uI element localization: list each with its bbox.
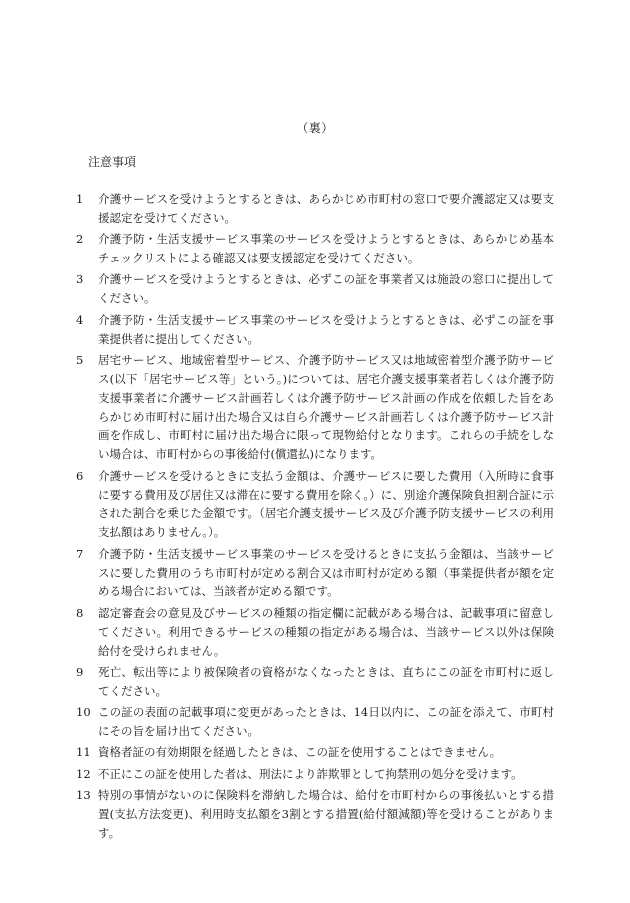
note-item <box>74 765 554 784</box>
note-item <box>74 604 554 661</box>
note-text: 資格者証の有効期限を経過したときは、この証を使用することはできません。 <box>98 745 502 760</box>
note-item <box>74 703 554 741</box>
note-number: 13 <box>76 787 91 802</box>
note-text: 介護サービスを受けようとするときは、必ずこの証を事業者又は施設の窓口に提出してください。 <box>98 272 554 306</box>
note-item <box>74 230 554 268</box>
note-number: 8 <box>76 605 84 620</box>
note-item <box>74 663 554 701</box>
page-heading: （裏） <box>296 121 334 135</box>
note-item <box>74 743 554 762</box>
note-text: この証の表面の記載事項に変更があったときは、14日以内に、この証を添えて、市町村にその旨を届け出てください。 <box>98 705 554 738</box>
note-number: 11 <box>76 745 91 760</box>
note-text: 介護サービスを受けるときに支払う金額は、介護サービスに要した費用（入所時に食事に要する費用及び居住又は滞在に要する費用を除く。）に、別途介護保険負担割合証に示された割合を乗じた金額です。（居宅介護支援サービス及び介護予防支援サービスの利用支払額はありません。）。 <box>98 468 554 540</box>
note-text: 介護予防・生活支援サービス事業のサービスを受けようとするときは、必ずこの証を事業提供者に提出してください。 <box>98 312 554 346</box>
note-text: 認定審査会の意見及びサービスの種類の指定欄に記載がある場合は、記載事項に留意してください。利用できるサービスの種類の指定がある場合は、当該サービス以外は保険給付を受けられません。 <box>98 605 554 658</box>
note-text: 介護予防・生活支援サービス事業のサービスを受けるときに支払う金額は、当該サービスに要した費用のうち市町村が定める割合又は市町村が定める額（事業提供者が額を定める場合においては、当該者が定める額です。 <box>98 546 554 599</box>
note-number: 1 <box>76 192 84 206</box>
note-number: 3 <box>76 272 84 287</box>
section-title: 注意事項 <box>88 155 137 169</box>
note-number: 4 <box>76 312 84 327</box>
note-text: 介護予防・生活支援サービス事業のサービスを受けようとするときは、あらかじめ基本チェックリストによる確認又は要支援認定を受けてください。 <box>98 232 554 266</box>
note-item <box>74 270 554 308</box>
note-text: 死亡、転出等により被保険者の資格がなくなったときは、直ちにこの証を市町村に返してください。 <box>98 664 554 698</box>
note-text: 介護サービスを受けようとするときは、あらかじめ市町村の窓口で要介護認定又は要支援認定を受けてください。 <box>98 192 554 225</box>
note-number: 12 <box>76 766 91 781</box>
note-text: 特別の事情がないのに保険料を滞納した場合は、給付を市町村からの事後払いとする措置(支払方法変更)、利用時支払額を3割とする措置(給付額減額)等を受けることがあります。 <box>98 787 554 840</box>
note-number: 7 <box>76 546 84 561</box>
note-text: 不正にこの証を使用した者は、刑法により詐欺罪として拘禁刑の処分を受けます。 <box>98 766 523 781</box>
note-number: 5 <box>76 352 84 367</box>
note-number: 6 <box>76 468 84 483</box>
note-item <box>74 467 554 543</box>
note-item <box>74 786 554 843</box>
note-item <box>74 311 554 349</box>
note-item <box>74 190 554 228</box>
note-text: 居宅サービス、地域密着型サービス、介護予防サービス又は地域密着型介護予防サービス(以下「居宅サービス等」という。)については、居宅介護支援事業者若しくは介護予防支援事業者に介護サービス計画若しくは介護予防サービス計画の作成を依頼した旨をあらかじめ市町村に届け出た場合又は自ら介護サービス計画若しくは介護予防サービス計画を作成し、市町村に届け出た場合に限って現物給付となります。これらの手続をしない場合は、市町村からの事後給付(償還払)になります。 <box>98 352 554 462</box>
note-number: 2 <box>76 232 84 247</box>
notes-list <box>74 190 554 845</box>
note-item <box>74 351 554 464</box>
note-number: 10 <box>76 705 91 720</box>
note-number: 9 <box>76 664 84 679</box>
note-item <box>74 545 554 602</box>
